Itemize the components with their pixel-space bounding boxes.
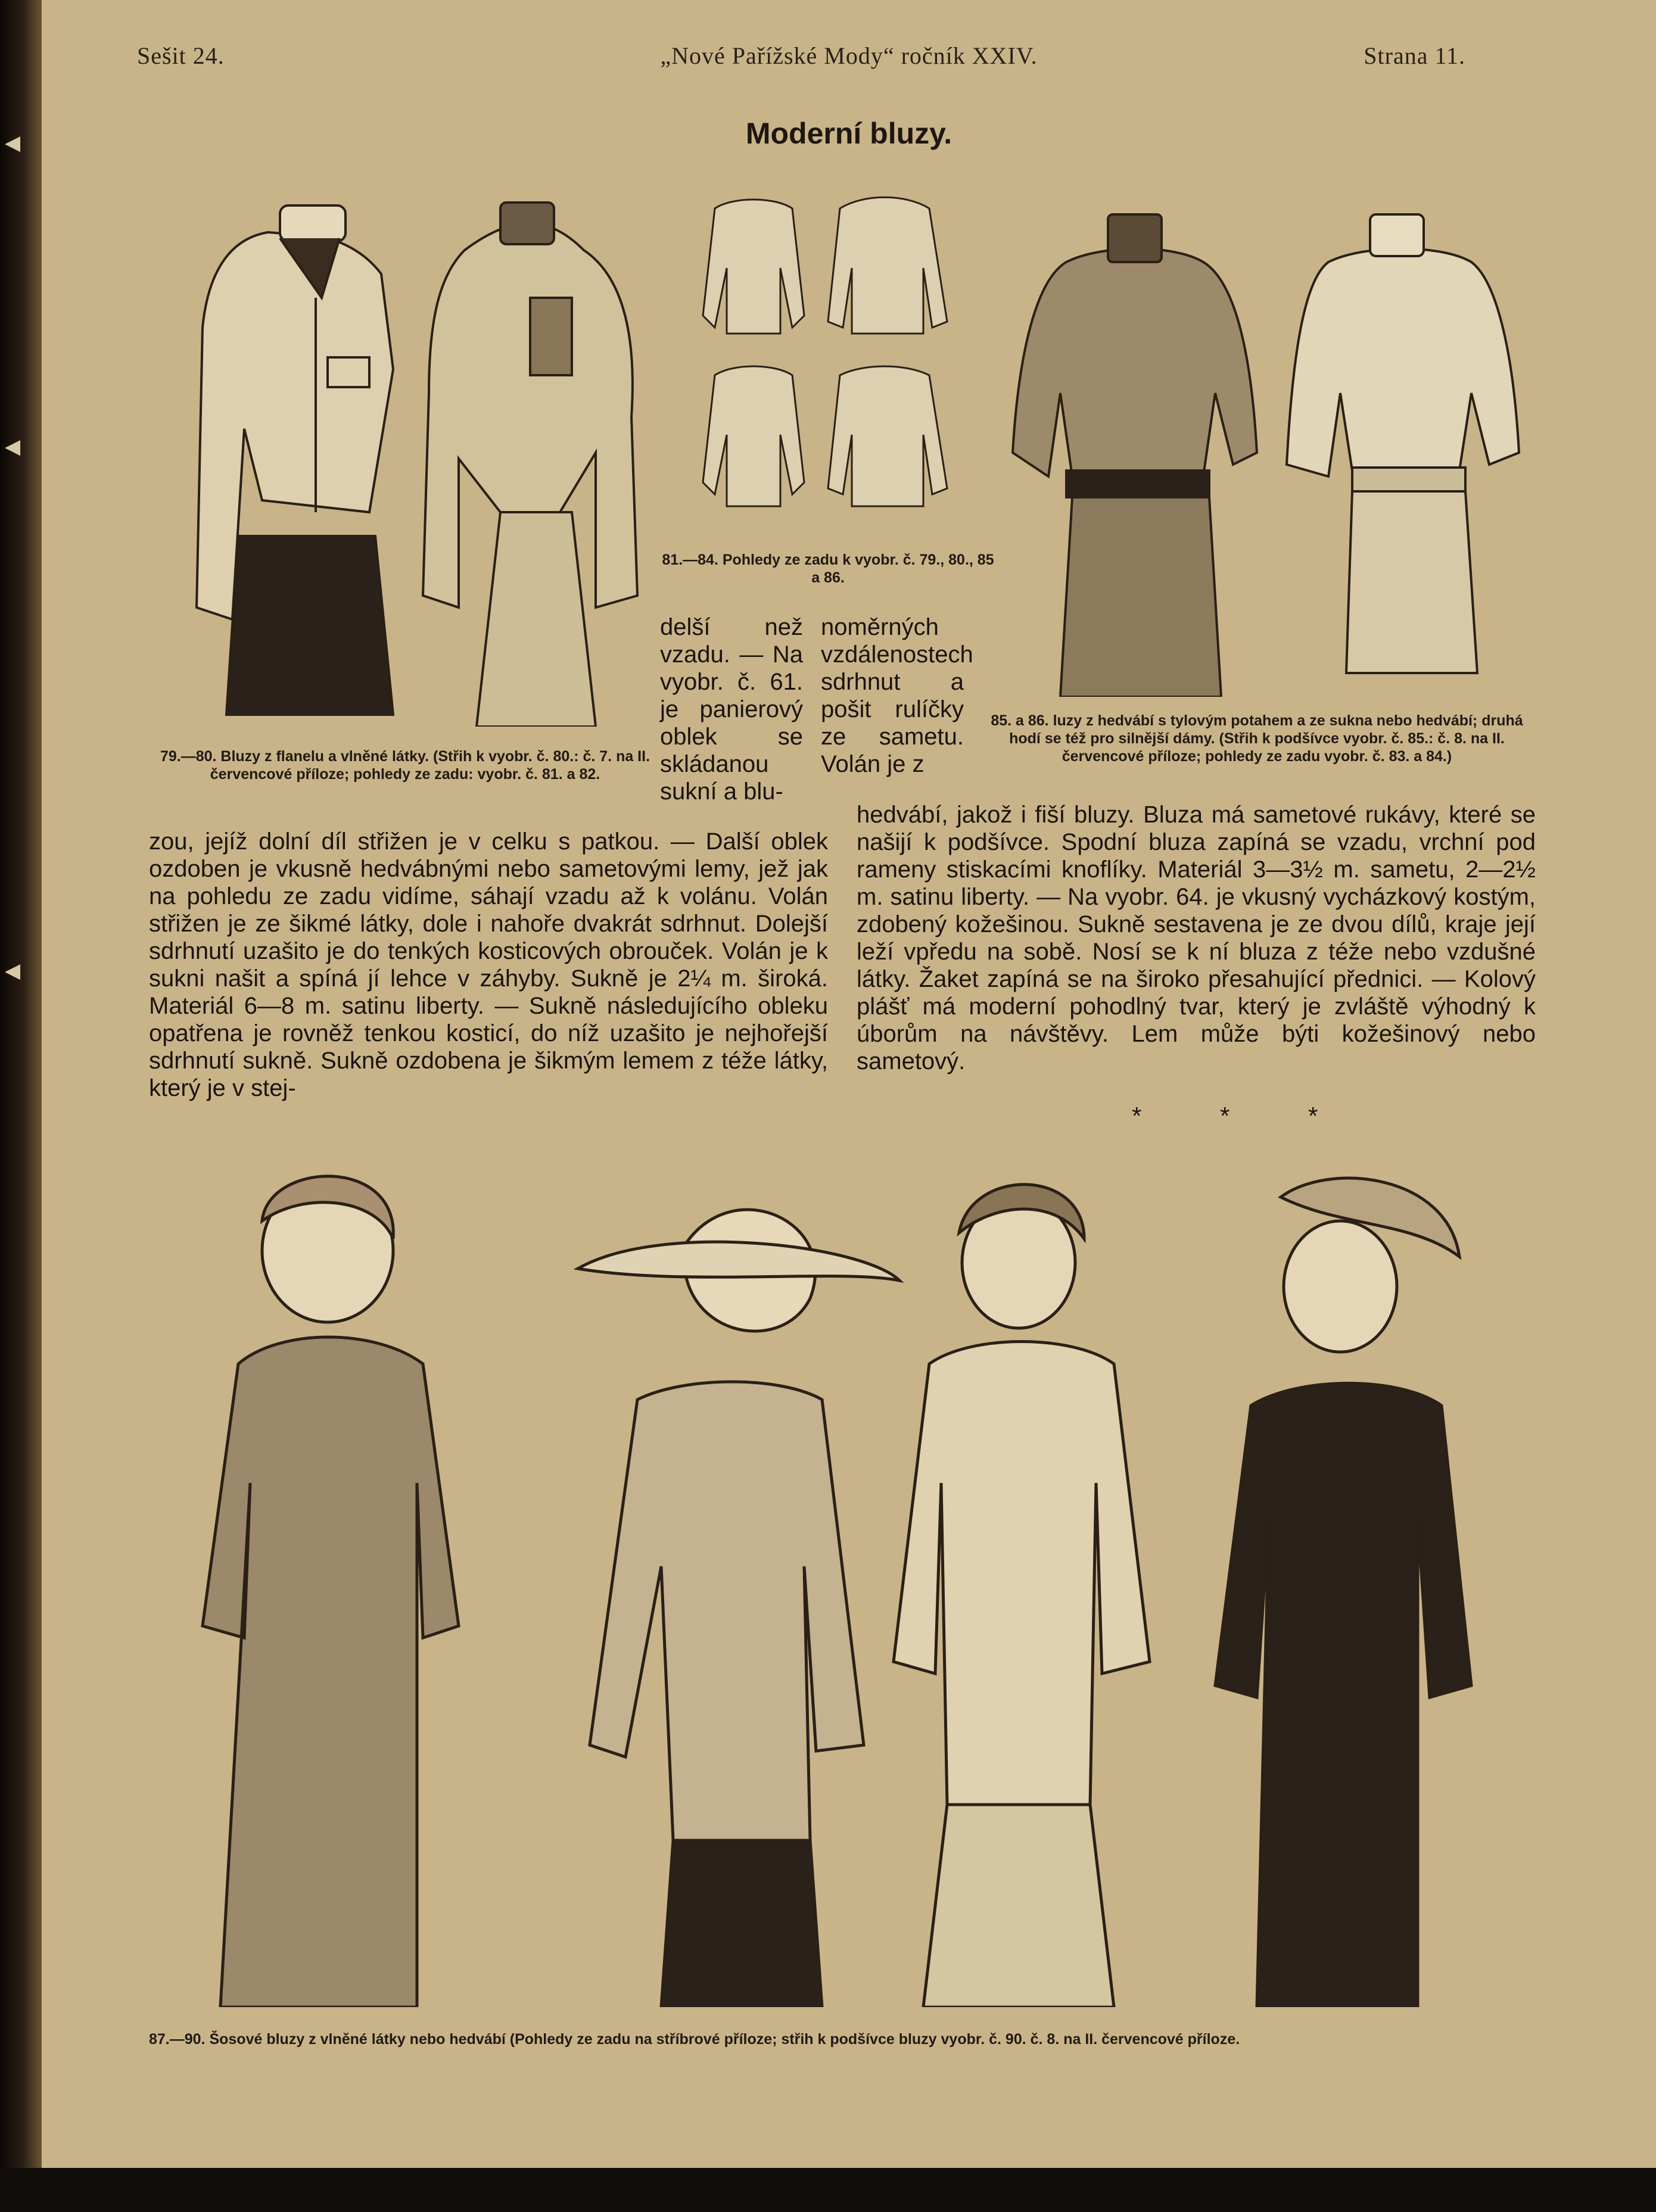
magazine-page — [42, 0, 1656, 2168]
caption-fig-85-86: 85. a 86. luzy z hedvábí s tylovým potahem a ze sukna nebo hedvábí; druhá hodí se též pro silnější dámy. (Střih k podšívce vyobr. č. 85.: č. 8. na II. červencové příloze; pohledy ze zadu vyobr. č. 83. a 84.) — [991, 712, 1523, 765]
text-column-b: noměrných vzdálenostech sdrhnut a pošit rulíčky ze sametu. Volán je z — [821, 614, 973, 777]
margin-mark: ◀ — [5, 960, 21, 982]
section-divider-stars: * * * — [1132, 1102, 1354, 1130]
text-column-a: delší než vzadu. — Na vyobr. č. 61. je panierový oblek se skládanou sukní a blu- — [660, 614, 803, 805]
illustration-blouses-85-86 — [995, 197, 1531, 697]
illustration-women-blouses-87-90 — [149, 1149, 1519, 2007]
illustration-blouses-79-80 — [143, 179, 679, 727]
caption-fig-79-80: 79.—80. Bluzy z flanelu a vlněné látky. (Střih k vyobr. č. 80.: č. 7. na II. červencové příloze; pohledy ze zadu: vyobr. č. 81. a 82. — [160, 748, 650, 783]
illustration-back-views-81-84 — [691, 185, 965, 530]
margin-mark: ◀ — [5, 132, 21, 154]
margin-mark: ◀ — [5, 436, 21, 458]
scan-bottom-edge — [0, 2168, 1656, 2212]
article-paragraph-left: zou, jejíž dolní díl střižen je v celku s patkou. — Další oblek ozdoben je vkusně hedvábnými nebo sametovými lemy, jež jak na pohledu ze zadu vidíme, sáhají vzadu až k volánu. Volán střižen je ze šikmé látky, dole i nahoře dvakrát sdrhnut. Dolejší sdrhnutí uzašito je do tenkých kosticových obrouček. Volán je k sukni našit a spíná jí lehce v záhyby. Sukně je 2¼ m. široká. Materiál 6—8 m. satinu liberty. — Sukně následujícího obleku opatřena je rovněž tenkou kosticí, do níž uzašito je nejhořejší sdrhnutí sukně. Sukně ozdobena je šikmým lemem z téže látky, který je v stej- — [149, 828, 828, 1101]
book-binding-edge — [0, 0, 42, 2212]
article-paragraph-right: hedvábí, jakož i fiší bluzy. Bluza má sametové rukávy, které se našijí k podšívce. Spodní bluza zapíná se vzadu, vrchní pod rameny stiskacími knoflíky. Materiál 3—3½ m. sametu, 2—2½ m. satinu liberty. — Na vyobr. 64. je vkusný vycházkový kostým, zdobený kožešinou. Sukně sestavena je ze dvou dílů, kraje její leží vpředu na sobě. Nosí se k ní bluza z téže nebo vzdušné látky. Žaket zapíná se na široko přesahující přednici. — Kolový plášť má moderní pohodlný tvar, který je zvláště výhodný k úborům na návštěvy. Lem může býti kožešinový nebo sametový. — [857, 802, 1536, 1074]
caption-fig-81-84: 81.—84. Pohledy ze zadu k vyobr. č. 79., 80., 85 a 86. — [662, 552, 994, 586]
page-title: Moderní bluzy. — [745, 117, 952, 150]
caption-fig-87-90: 87.—90. Šosové bluzy z vlněné látky nebo hedvábí (Pohledy ze zadu na stříbrové příloze; střih k podšívce bluzy vyobr. č. 90. č. 8. na II. červencové příloze. — [149, 2031, 1240, 2048]
magazine-title: „Nové Pařížské Mody“ ročník XXIV. — [660, 42, 1038, 69]
page-number: Strana 11. — [1364, 42, 1465, 69]
issue-number: Sešit 24. — [137, 42, 225, 69]
